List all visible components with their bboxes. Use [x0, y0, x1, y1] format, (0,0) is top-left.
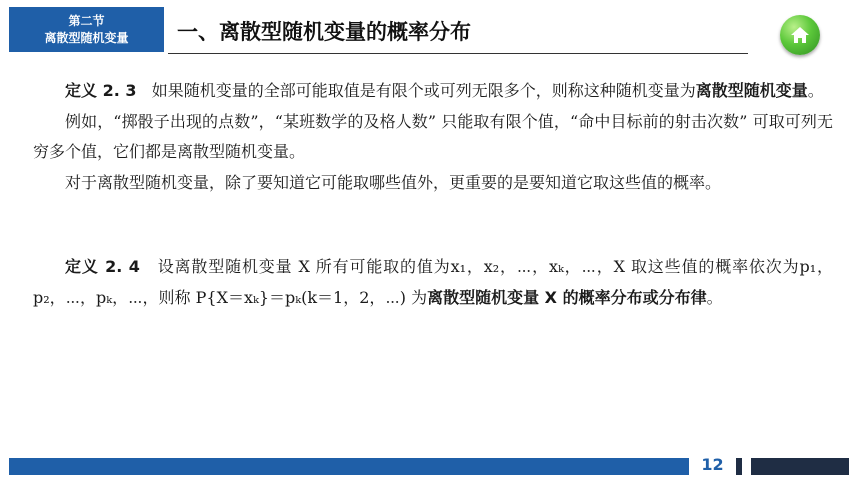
- definition-2-3-label: 定义 2. 3: [65, 81, 137, 100]
- page-number: 12: [701, 455, 724, 474]
- definition-2-3-term: 离散型随机变量: [695, 81, 808, 100]
- definition-2-4-end: 。: [706, 287, 723, 307]
- definition-2-4-label: 定义 2. 4: [65, 257, 140, 277]
- main-content: [33, 76, 833, 314]
- section-label: 第二节: [68, 13, 105, 28]
- page-title: 一、离散型随机变量的概率分布: [177, 20, 471, 44]
- definition-2-3-end: 。: [807, 81, 824, 100]
- spacer: [33, 198, 833, 252]
- remark-paragraph: 对于离散型随机变量，除了要知道它可能取哪些值外，更重要的是要知道它取这些值的概率。: [65, 172, 722, 192]
- section-title: 离散型随机变量: [44, 30, 129, 45]
- example-paragraph: 例如，“掷骰子出现的点数”，“某班数学的及格人数” 只能取有限个值，“命中目标前的射击次数” 可取可列无穷多个值，它们都是离散型随机变量。: [33, 111, 833, 162]
- home-button[interactable]: [780, 15, 820, 55]
- definition-2-4-text: 设离散型随机变量 X 所有可能取的值为x₁，x₂，⋯，xₖ，⋯，X 取这些值的概率依次为p₁，p₂，⋯，pₖ，⋯，则称 P{X＝xₖ}＝pₖ(k＝1，2，⋯) 为: [33, 257, 833, 307]
- footer-bar: [9, 458, 689, 475]
- header-divider: [168, 53, 748, 54]
- definition-2-3-text: 如果随机变量的全部可能取值是有限个或可列无限多个，则称这种随机变量为: [151, 81, 696, 100]
- home-icon: [790, 26, 810, 44]
- footer-marker: [736, 458, 742, 475]
- section-badge: [9, 7, 164, 52]
- footer-bar-right: [751, 458, 849, 475]
- definition-2-4-term: 离散型随机变量 X 的概率分布或分布律: [427, 287, 707, 307]
- definition-2-4: [33, 252, 833, 313]
- definition-2-3: [33, 76, 833, 107]
